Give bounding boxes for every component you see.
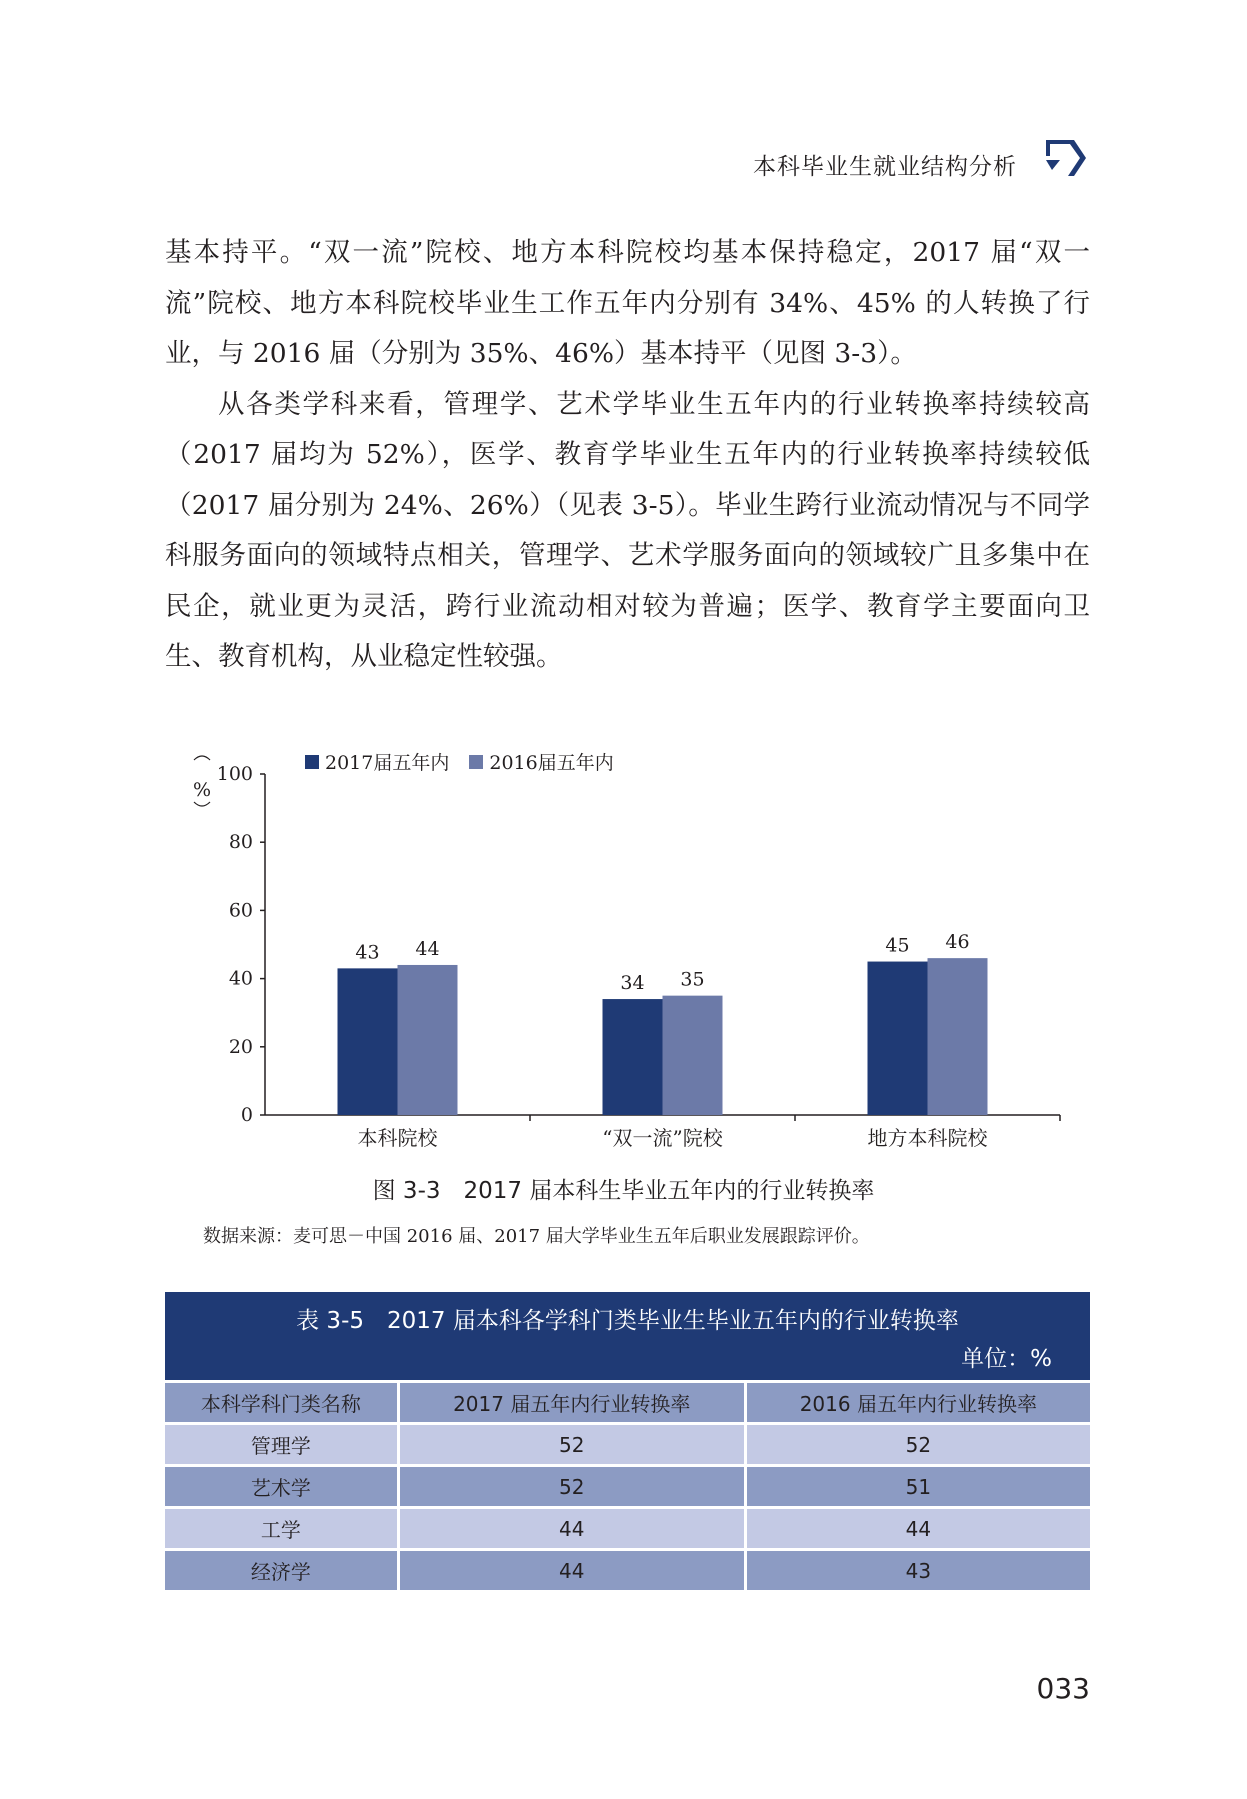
table-cell: 52: [398, 1466, 745, 1508]
bar-value-label: 44: [415, 937, 440, 960]
y-axis-label: %: [192, 779, 212, 801]
table-row: [165, 1424, 1090, 1466]
bar: [398, 965, 458, 1115]
table-cell: 工学: [165, 1508, 398, 1550]
column-header: 2017 届五年内行业转换率: [398, 1382, 745, 1424]
bar-value-label: 35: [680, 968, 705, 991]
bar-chart: [180, 740, 1080, 1160]
table-cell: 44: [398, 1550, 745, 1591]
figure-caption: 图 3-3 2017 届本科生毕业五年内的行业转换率: [372, 1178, 875, 1204]
table-row: [165, 1550, 1090, 1591]
bar: [338, 968, 398, 1115]
paragraph: 基本持平。“双一流”院校、地方本科院校均基本保持稳定，2017 届“双一流”院校、地方本科院校毕业生工作五年内分别有 34%、45% 的人转换了行业，与 2016 届（分别为 35%、46%）基本持平（见图 3-3）。: [165, 237, 1090, 369]
table-header-row: [165, 1382, 1090, 1424]
y-tick-label: 40: [228, 967, 253, 990]
bar: [603, 999, 663, 1115]
table-cell: 52: [398, 1424, 745, 1466]
chapter-chevron-icon: [1040, 136, 1090, 180]
table-row: [165, 1466, 1090, 1508]
table-cell: 51: [745, 1466, 1090, 1508]
legend-label: 2017届五年内: [325, 752, 450, 774]
column-header: 2016 届五年内行业转换率: [745, 1382, 1090, 1424]
y-tick-label: 60: [228, 899, 253, 922]
table-cell: 经济学: [165, 1550, 398, 1591]
source-note: 数据来源：麦可思－中国 2016 届、2017 届大学毕业生五年后职业发展跟踪评价。: [203, 1226, 870, 1247]
data-table: [165, 1292, 1090, 1590]
bar-value-label: 46: [945, 931, 970, 954]
legend-label: 2016届五年内: [489, 752, 614, 774]
bar-value-label: 45: [885, 934, 910, 957]
table-unit: 单位：%: [961, 1346, 1052, 1372]
table-cell: 艺术学: [165, 1466, 398, 1508]
paragraph: 从各类学科来看，管理学、艺术学毕业生五年内的行业转换率持续较高（2017 届均为 52%），医学、教育学毕业生五年内的行业转换率持续较低（2017 届分别为 24%、26%）（见表 3-5）。毕业生跨行业流动情况与不同学科服务面向的领域特点相关，管理学、艺术学服务面向的领域较广且多集中在民企，就业更为灵活，跨行业流动相对较为普遍；医学、教育学主要面向卫生、教育机构，从业稳定性较强。: [165, 388, 1090, 672]
table-cell: 44: [398, 1508, 745, 1550]
table-cell: 43: [745, 1550, 1090, 1591]
table-title: 表 3-5 2017 届本科各学科门类毕业生毕业五年内的行业转换率: [296, 1308, 959, 1334]
bar-value-label: 34: [620, 972, 645, 995]
table-row: [165, 1508, 1090, 1550]
y-label-paren-bottom: [194, 802, 210, 806]
table-cell: 管理学: [165, 1424, 398, 1466]
body-text: [165, 228, 1090, 683]
bar: [928, 958, 988, 1115]
table-cell: 52: [745, 1424, 1090, 1466]
running-header: 本科毕业生就业结构分析: [753, 154, 1017, 180]
table-title-bar: [165, 1292, 1090, 1380]
x-category-label: 地方本科院校: [867, 1126, 988, 1150]
x-category-label: 本科院校: [357, 1126, 438, 1150]
y-tick-label: 20: [228, 1035, 253, 1058]
y-label-paren-top: [194, 756, 210, 760]
y-tick-label: 100: [216, 763, 253, 785]
bar-value-label: 43: [355, 941, 380, 964]
page-number: 033: [1036, 1672, 1090, 1705]
y-tick-label: 0: [240, 1104, 253, 1126]
y-tick-label: 80: [228, 831, 253, 854]
bar: [663, 996, 723, 1115]
x-category-label: “双一流”院校: [602, 1126, 723, 1150]
bar: [868, 962, 928, 1115]
column-header: 本科学科门类名称: [165, 1382, 398, 1424]
table-cell: 44: [745, 1508, 1090, 1550]
